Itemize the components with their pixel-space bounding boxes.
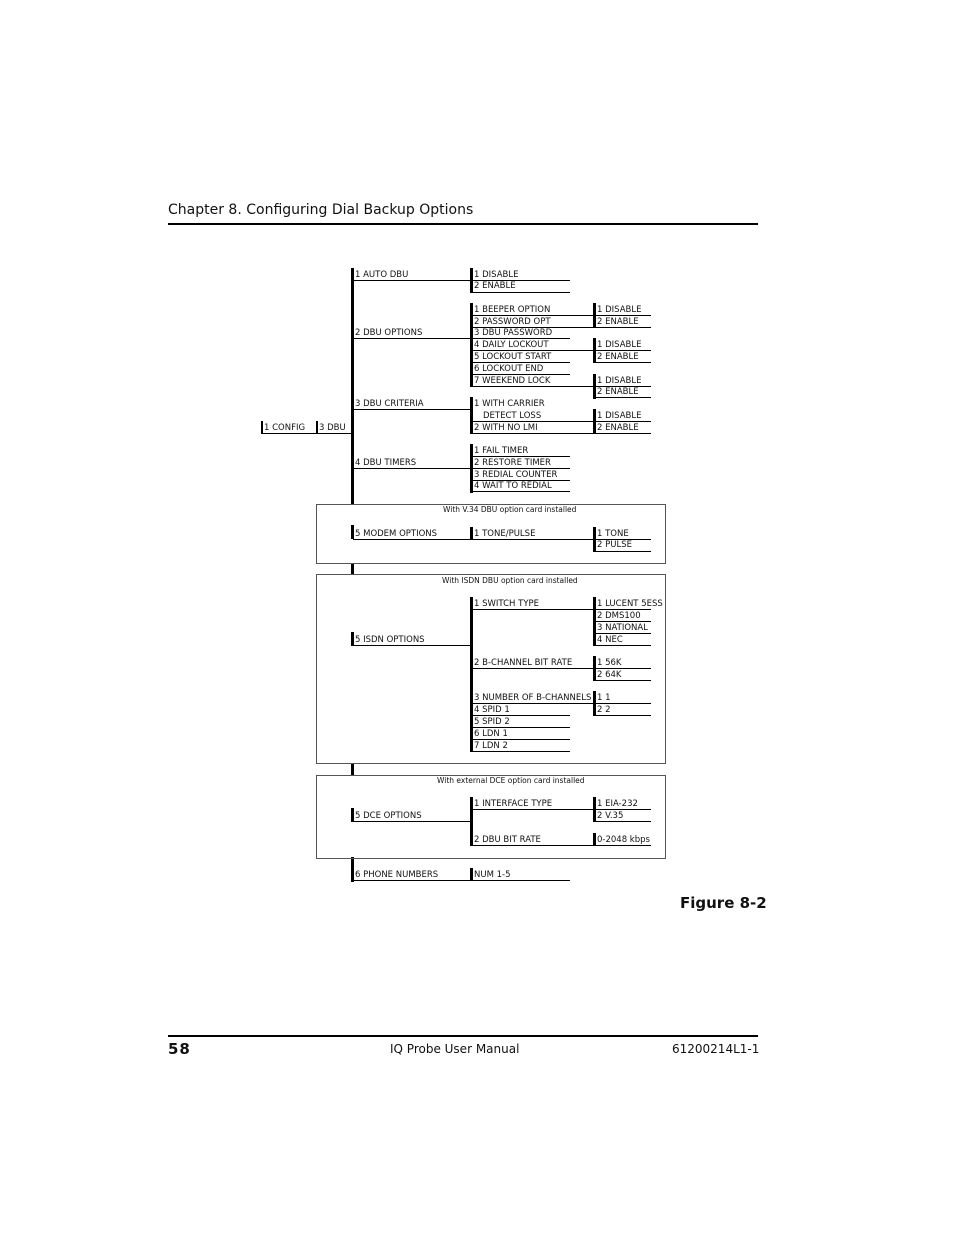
- dbu-options-label: 2 DBU OPTIONS: [355, 328, 423, 338]
- dbu-options-underline: [353, 338, 471, 339]
- interface-value-1: 1 EIA-232: [597, 799, 638, 809]
- footer-rule: [168, 1035, 758, 1037]
- underline: [595, 680, 651, 681]
- underline: [595, 645, 651, 646]
- dce-rate-value: 0-2048 kbps: [597, 835, 650, 845]
- dbu-options-item-5: 5 LOCKOUT START: [474, 352, 552, 362]
- underline: [595, 397, 651, 398]
- underline: [472, 609, 594, 610]
- dbu-options-item-7: 7 WEEKEND LOCK: [474, 376, 551, 386]
- dce-item-2: 2 DBU BIT RATE: [474, 835, 541, 845]
- interface-value-2: 2 V.35: [597, 811, 624, 821]
- channel-value-2: 2 2: [597, 705, 611, 715]
- underline: [595, 362, 651, 363]
- dbu-criteria-item-2: 2 WITH NO LMI: [474, 423, 538, 433]
- auto-dbu-option-1: 1 DISABLE: [474, 270, 519, 280]
- underline: [472, 315, 594, 316]
- pulse-value: 2 PULSE: [597, 540, 632, 550]
- part-number: 61200214L1-1: [672, 1042, 760, 1056]
- dbu-timers-item-4: 4 WAIT TO REDIAL: [474, 481, 552, 491]
- dbu-timers-label: 4 DBU TIMERS: [355, 458, 417, 468]
- dbu-options-item-2: 2 PASSWORD OPT: [474, 317, 551, 327]
- underline: [472, 739, 570, 740]
- auto-dbu-underline: [353, 280, 471, 281]
- underline: [595, 633, 651, 634]
- underline: [472, 456, 570, 457]
- underline: [472, 338, 570, 339]
- underline: [595, 821, 651, 822]
- isdn-item-6: 6 LDN 1: [474, 729, 508, 739]
- header-rule: [168, 223, 758, 225]
- underline: [353, 880, 471, 881]
- weekend-value-1: 1 DISABLE: [597, 376, 642, 386]
- dbu-label: 3 DBU: [319, 423, 346, 433]
- dbu-criteria-item-1b: DETECT LOSS: [483, 411, 542, 421]
- dbu-timers-item-1: 1 FAIL TIMER: [474, 446, 529, 456]
- underline: [472, 468, 570, 469]
- dbu-options-item-3: 3 DBU PASSWORD: [474, 328, 553, 338]
- isdn-item-1: 1 SWITCH TYPE: [474, 599, 540, 609]
- rate-value-2: 2 64K: [597, 670, 622, 680]
- underline: [472, 845, 594, 846]
- tone-value: 1 TONE: [597, 529, 629, 539]
- underline: [595, 609, 651, 610]
- isdn-options-label: 5 ISDN OPTIONS: [355, 635, 425, 645]
- isdn-item-7: 7 LDN 2: [474, 741, 508, 751]
- auto-dbu-option-2: 2 ENABLE: [474, 281, 516, 291]
- underline: [472, 491, 570, 492]
- phone-value: NUM 1-5: [474, 870, 511, 880]
- underline: [595, 621, 651, 622]
- underline: [472, 350, 594, 351]
- underline: [472, 421, 594, 422]
- config-label: 1 CONFIG: [264, 423, 306, 433]
- auto-dbu-label: 1 AUTO DBU: [355, 270, 409, 280]
- dbu-timers-item-2: 2 RESTORE TIMER: [474, 458, 551, 468]
- isdn-item-2: 2 B-CHANNEL BIT RATE: [474, 658, 573, 668]
- underline: [595, 809, 651, 810]
- criteria-value-2: 2 ENABLE: [597, 423, 639, 433]
- isdn-caption: With ISDN DBU option card installed: [442, 576, 578, 585]
- switch-value-4: 4 NEC: [597, 635, 623, 645]
- beeper-value-1: 1 DISABLE: [597, 305, 642, 315]
- page-number: 58: [168, 1040, 191, 1058]
- dce-options-label: 5 DCE OPTIONS: [355, 811, 422, 821]
- underline: [595, 703, 651, 704]
- modem-caption: With V.34 DBU option card installed: [443, 505, 577, 514]
- underline: [595, 327, 651, 328]
- switch-value-3: 3 NATIONAL: [597, 623, 648, 633]
- main-spine: [351, 268, 354, 505]
- isdn-item-4: 4 SPID 1: [474, 705, 510, 715]
- dbu-timers-item-3: 3 REDIAL COUNTER: [474, 470, 558, 480]
- underline: [595, 350, 651, 351]
- underline: [353, 539, 471, 540]
- modem-options-label: 5 MODEM OPTIONS: [355, 529, 438, 539]
- spine-segment-gap-2: [351, 763, 354, 775]
- dbu-options-item-1: 1 BEEPER OPTION: [474, 305, 551, 315]
- underline: [472, 374, 570, 375]
- lockout-value-2: 2 ENABLE: [597, 352, 639, 362]
- tone-pulse-item: 1 TONE/PULSE: [474, 529, 536, 539]
- dbu-timers-underline: [353, 468, 471, 469]
- underline: [472, 715, 570, 716]
- underline: [595, 715, 651, 716]
- underline: [472, 292, 570, 293]
- isdn-item-3: 3 NUMBER OF B-CHANNELS: [474, 693, 592, 703]
- rate-value-1: 1 56K: [597, 658, 622, 668]
- weekend-value-2: 2 ENABLE: [597, 387, 639, 397]
- underline: [472, 703, 594, 704]
- criteria-value-1: 1 DISABLE: [597, 411, 642, 421]
- config-underline: [261, 433, 316, 434]
- figure-label: Figure 8-2: [680, 894, 767, 912]
- channel-value-1: 1 1: [597, 693, 611, 703]
- underline: [595, 845, 651, 846]
- isdn-item-5: 5 SPID 2: [474, 717, 510, 727]
- underline: [472, 362, 570, 363]
- underline: [353, 821, 471, 822]
- beeper-value-2: 2 ENABLE: [597, 317, 639, 327]
- underline: [595, 421, 651, 422]
- dbu-criteria-underline: [353, 409, 471, 410]
- dbu-criteria-label: 3 DBU CRITERIA: [355, 399, 424, 409]
- chapter-title: Chapter 8. Configuring Dial Backup Options: [168, 202, 474, 218]
- underline: [472, 809, 594, 810]
- lockout-value-1: 1 DISABLE: [597, 340, 642, 350]
- underline: [472, 668, 594, 669]
- underline: [472, 433, 594, 434]
- underline: [595, 668, 651, 669]
- underline: [595, 551, 651, 552]
- underline: [595, 315, 651, 316]
- underline: [472, 539, 594, 540]
- underline: [353, 645, 471, 646]
- dbu-options-item-6: 6 LOCKOUT END: [474, 364, 544, 374]
- underline: [472, 751, 570, 752]
- dbu-options-item-4: 4 DAILY LOCKOUT: [474, 340, 549, 350]
- switch-value-1: 1 LUCENT 5ESS: [597, 599, 663, 609]
- underline: [472, 880, 570, 881]
- dce-item-1: 1 INTERFACE TYPE: [474, 799, 553, 809]
- dce-caption: With external DCE option card installed: [437, 776, 585, 785]
- underline: [472, 727, 570, 728]
- dbu-criteria-item-1: 1 WITH CARRIER: [474, 399, 545, 409]
- underline: [595, 433, 651, 434]
- switch-value-2: 2 DMS100: [597, 611, 641, 621]
- underline: [472, 386, 594, 387]
- dbu-underline: [316, 433, 352, 434]
- manual-title: IQ Probe User Manual: [390, 1042, 520, 1056]
- phone-numbers-label: 6 PHONE NUMBERS: [355, 870, 439, 880]
